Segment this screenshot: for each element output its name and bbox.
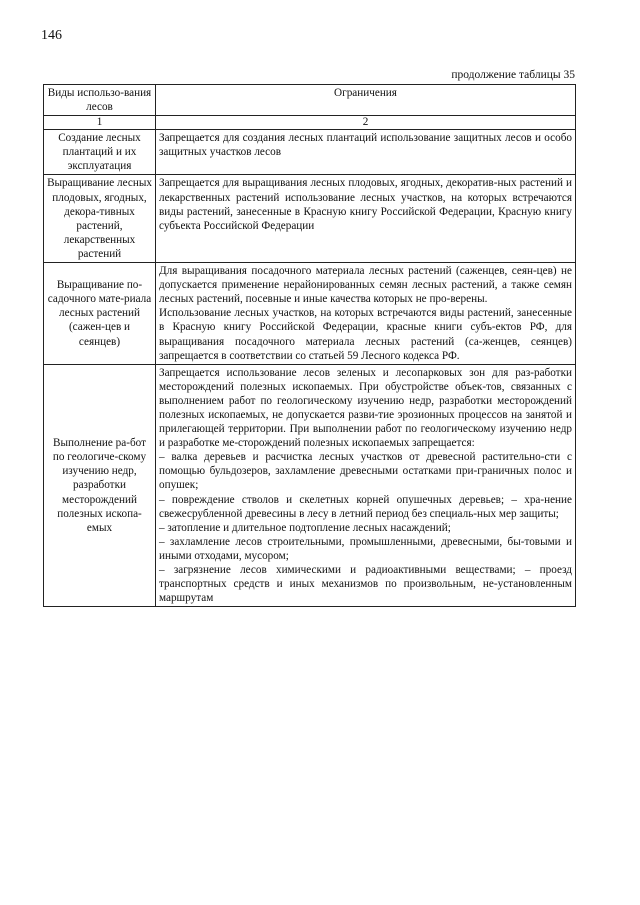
restriction-text [156,263,576,365]
restriction-text [156,130,576,175]
column-number-2: 2 [156,116,576,130]
restriction-paragraph: – захламление лесов строительными, промышленными, древесными, бы-товыми и иными отходами, мусором; [159,535,572,562]
forest-use-type: Выполнение ра-бот по геологиче-скому изучению недр, разработки месторождений полезных ископа-емых [44,364,156,607]
column-number-1: 1 [44,116,156,130]
page-number: 146 [41,28,62,43]
restriction-text [156,364,576,607]
restriction-paragraph: Запрещается для создания лесных плантаций использование защитных лесов и особо защитных участков лесов [159,132,572,159]
table-row [44,175,576,263]
table-header-row [44,85,576,116]
table-continuation-caption: продолжение таблицы 35 [451,69,575,81]
restriction-paragraph: – повреждение стволов и скелетных корней опушечных деревьев; – хра-нение свежесрубленной древесины в лесу в летний период без специаль-ных мер защиты; [159,493,572,520]
table-row [44,364,576,607]
restriction-text [156,175,576,263]
header-restrictions: Ограничения [156,85,576,116]
forest-use-type: Создание лесных плантаций и их эксплуатация [44,130,156,175]
forest-use-type: Выращивание лесных плодовых, ягодных, декора-тивных растений, лекарственных растений [44,175,156,263]
restriction-paragraph: – затопление и длительное подтопление лесных насаждений; [159,521,451,534]
restriction-paragraph: Для выращивания посадочного материала лесных растений (саженцев, сеян-цев) не допускается применение нерайонированных семян лесных растений, а также семян лесных растений, посевные и иные качества которых не про-верены. [159,265,572,306]
restriction-paragraph: Запрещается использование лесов зеленых и лесопарковых зон для раз-работки месторождений полезных ископаемых. При обустройстве объек-тов, связанных с выполнением работ по геологическому изучению недр, разработки месторождений полезных ископаемых, не допускается разви-тие эрозионных процессов на занятой и прилегающей территории. При выполнении работ по геологическому изучению недр и разработке ме-сторождений полезных ископаемых запрещается: [159,366,572,450]
table-row [44,263,576,365]
restrictions-table [43,84,576,607]
restriction-paragraph: – загрязнение лесов химическими и радиоактивными веществами; – проезд транспортных средств и иных механизмов по произвольным, не-установленным маршрутам [159,564,572,605]
restriction-paragraph: – валка деревьев и расчистка лесных участков от древесной растительно-сти с помощью бульдозеров, захламление древесными остатками при-граничных полос и опушек; [159,451,572,492]
column-number-row [44,116,576,130]
header-forest-use-types: Виды использо-вания лесов [44,85,156,116]
forest-use-type: Выращивание по-садочного мате-риала лесных растений (сажен-цев и сеянцев) [44,263,156,365]
table-row [44,130,576,175]
restriction-paragraph: Использование лесных участков, на которых встречаются виды растений, занесенные в Красную книгу Российской Федерации, красные книги субъ-ектов РФ, для выращивания посадочного материала лесных растений (са-женцев, сеянцев) запрещается в соответствии со статьей 59 Лесного кодекса РФ. [159,307,572,362]
restriction-paragraph: Запрещается для выращивания лесных плодовых, ягодных, декоратив-ных растений и лекарственных растений использование лесных участков, на которых встречаются виды растений, занесенные в Красную книгу Российской Федерации, Красную книгу субъекта Российской Федерации [159,177,572,232]
